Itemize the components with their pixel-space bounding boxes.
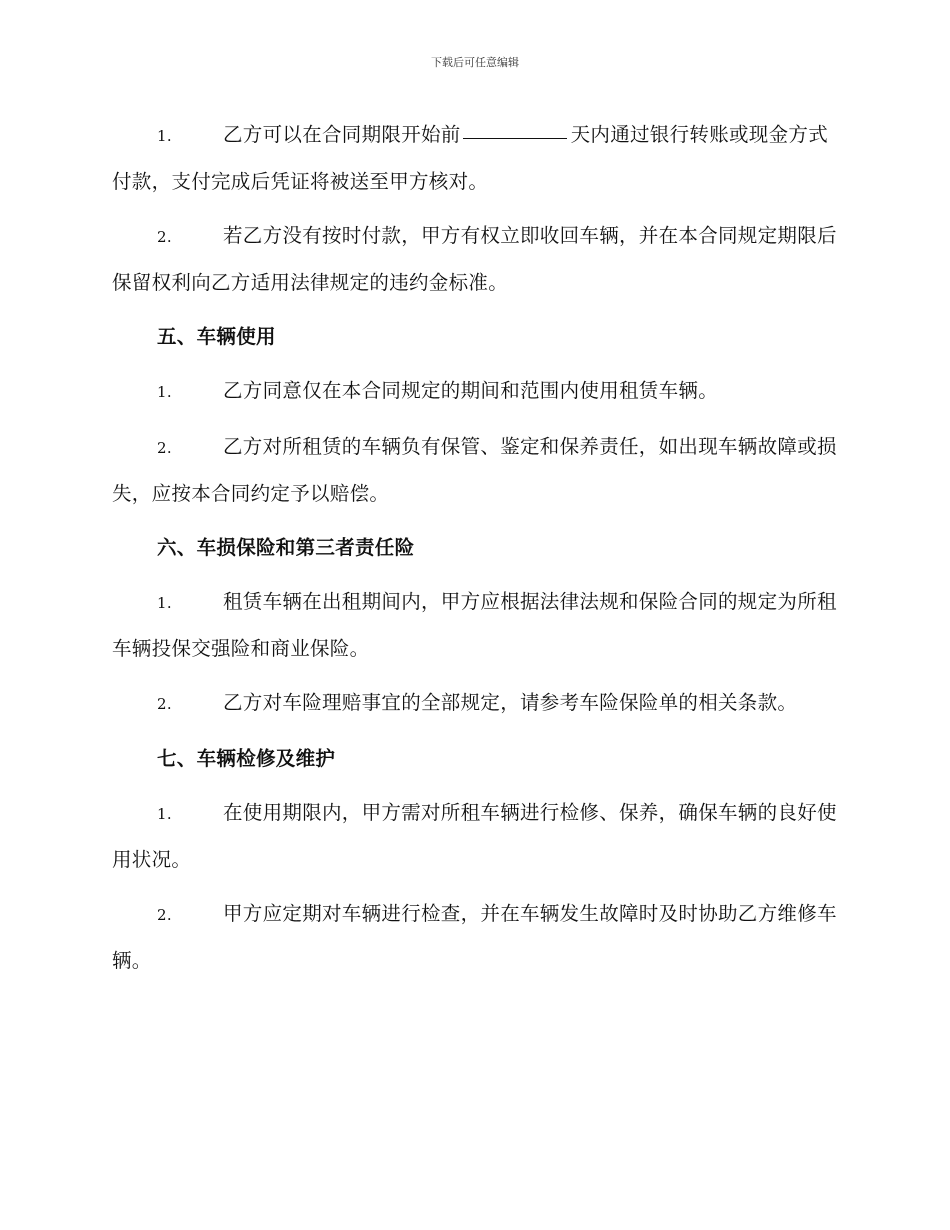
clause-text-after-blank: 天内通过银行转账或现金方式付款，支付完成后凭证将被送至甲方核对。	[112, 123, 829, 193]
clause-text: 乙方对所租赁的车辆负有保管、鉴定和保养责任，如出现车辆故障或损失，应按本合同约定予以赔偿。	[112, 435, 837, 505]
clause-text: 在使用期限内，甲方需对所租车辆进行检修、保养，确保车辆的良好使用状况。	[112, 801, 837, 871]
clause-text: 甲方应定期对车辆进行检查，并在车辆发生故障时及时协助乙方维修车辆。	[112, 902, 837, 972]
section-heading-maintenance: 七、车辆检修及维护	[157, 747, 336, 770]
clause-text-before-blank: 乙方可以在合同期限开始前	[223, 123, 461, 146]
page-header-note: 下载后可任意编辑	[431, 56, 519, 69]
clause-text: 若乙方没有按时付款，甲方有权立即收回车辆，并在本合同规定期限后保留权利向乙方适用法律规定的违约金标准。	[112, 224, 837, 294]
clause-text: 租赁车辆在出租期间内，甲方应根据法律法规和保险合同的规定为所租车辆投保交强险和商业保险。	[112, 590, 837, 660]
clause-text: 乙方同意仅在本合同规定的期间和范围内使用租赁车辆。	[223, 379, 719, 402]
section-heading-vehicle-use: 五、车辆使用	[157, 325, 276, 348]
fill-in-blank[interactable]	[463, 120, 567, 139]
vehicle-use-clause-2	[112, 424, 840, 516]
clause-number: 2.	[157, 695, 172, 713]
clause-number: 1.	[157, 594, 172, 612]
payment-clause-1	[112, 112, 840, 204]
clause-number: 2.	[157, 228, 172, 246]
clause-number: 1.	[157, 127, 172, 145]
section-heading-insurance: 六、车损保险和第三者责任险	[157, 536, 415, 559]
clause-number: 1.	[157, 805, 172, 823]
maintenance-clause-2	[112, 891, 840, 983]
clause-number: 2.	[157, 906, 172, 924]
maintenance-clause-1	[112, 790, 840, 882]
vehicle-use-clause-1	[112, 368, 840, 415]
insurance-clause-2	[112, 680, 840, 727]
insurance-clause-1	[112, 579, 840, 671]
clause-text: 乙方对车险理赔事宜的全部规定，请参考车险保险单的相关条款。	[223, 691, 798, 714]
document-body	[112, 112, 840, 992]
clause-number: 1.	[157, 383, 172, 401]
payment-clause-2	[112, 213, 840, 305]
clause-number: 2.	[157, 439, 172, 457]
